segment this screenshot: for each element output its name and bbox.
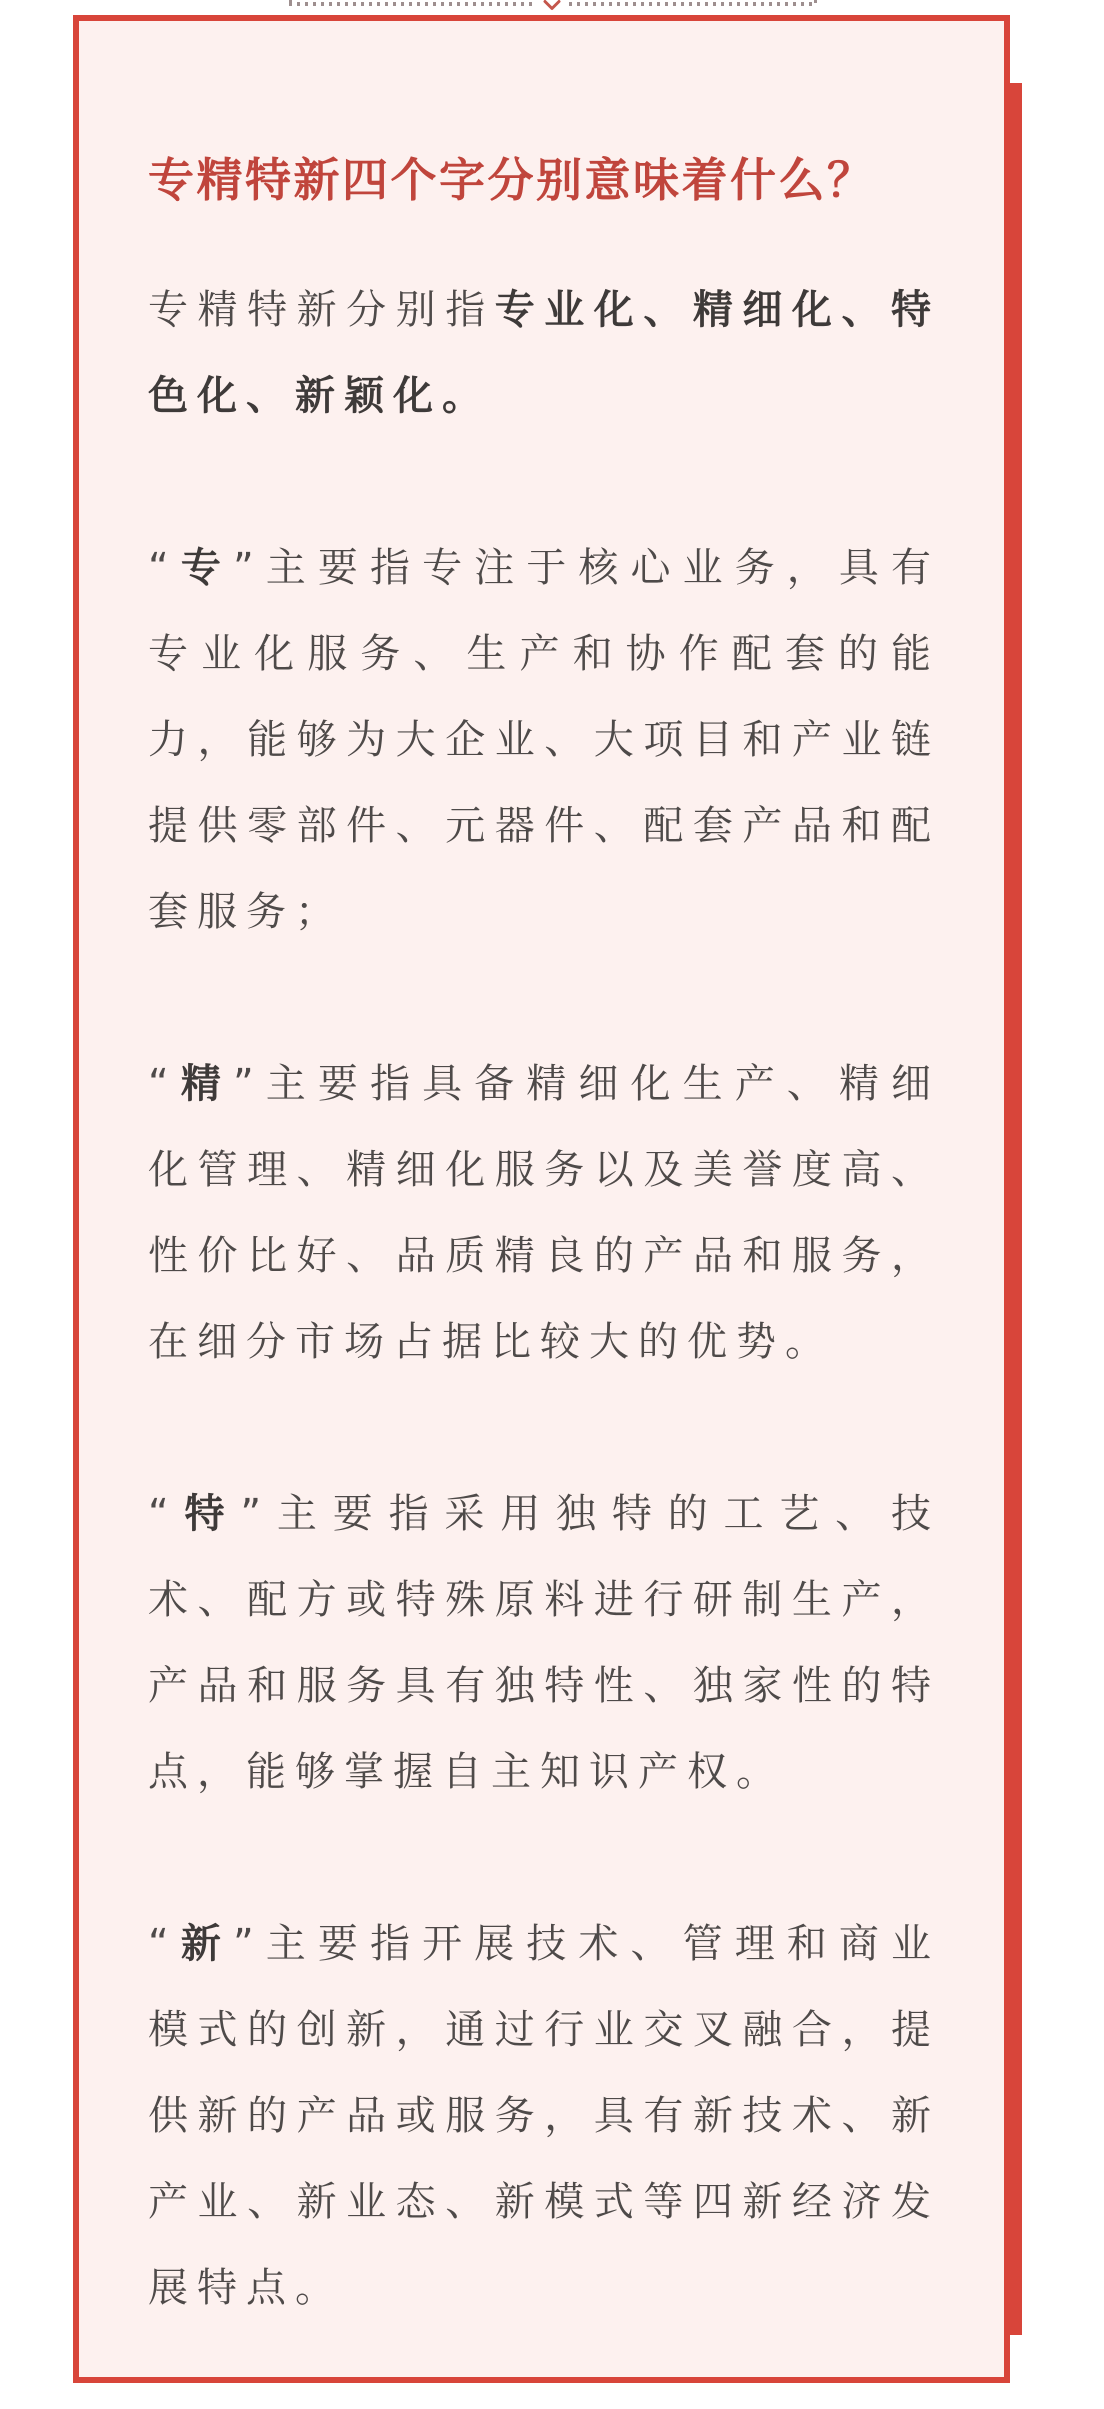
body-text: ”主要指专注于核心业务，具有专业化服务、生产和协作配套的能力，能够为大企业、大项目和产业链提供零部件、元器件、配套产品和配套服务； — [148, 545, 941, 935]
frame-shadow-bar — [1010, 83, 1022, 2335]
body-text: ”主要指具备精细化生产、精细化管理、精细化服务以及美誉度高、性价比好、品质精良的产品和服务，在细分市场占据比较大的优势。 — [148, 1061, 941, 1365]
body-text: 专精特新分别指 — [148, 287, 495, 333]
paragraph — [148, 1901, 940, 2331]
body-text: “ — [148, 545, 178, 591]
bold-text: 特 — [177, 1491, 241, 1537]
article-title: 专精特新四个字分别意味着什么？ — [148, 153, 876, 207]
bold-text: 专业化、精细化、特色化、新颖化。 — [148, 287, 941, 419]
dashed-line-right — [569, 2, 817, 6]
bold-text: 新 — [177, 1921, 233, 1967]
body-text: ”主要指采用独特的工艺、技术、配方或特殊原料进行研制生产，产品和服务具有独特性、独家性的特点，能够掌握自主知识产权。 — [148, 1491, 940, 1795]
paragraph — [148, 1471, 940, 1815]
dashed-line-left — [289, 2, 535, 6]
paragraph — [148, 525, 940, 955]
body-text: “ — [148, 1061, 178, 1107]
chevron-down-icon — [543, 0, 561, 11]
body-text: ”主要指开展技术、管理和商业模式的创新，通过行业交叉融合，提供新的产品或服务，具有新技术、新产业、新业态、新模式等四新经济发展特点。 — [148, 1921, 941, 2311]
paragraph — [148, 267, 940, 439]
body-text: “ — [148, 1491, 178, 1537]
bold-text: 专 — [177, 545, 233, 591]
body-text: “ — [148, 1921, 178, 1967]
paragraph — [148, 1041, 940, 1385]
content-frame — [73, 15, 1010, 2383]
bold-text: 精 — [177, 1061, 233, 1107]
dashed-corner-right — [814, 0, 817, 6]
article-body — [148, 267, 940, 2331]
